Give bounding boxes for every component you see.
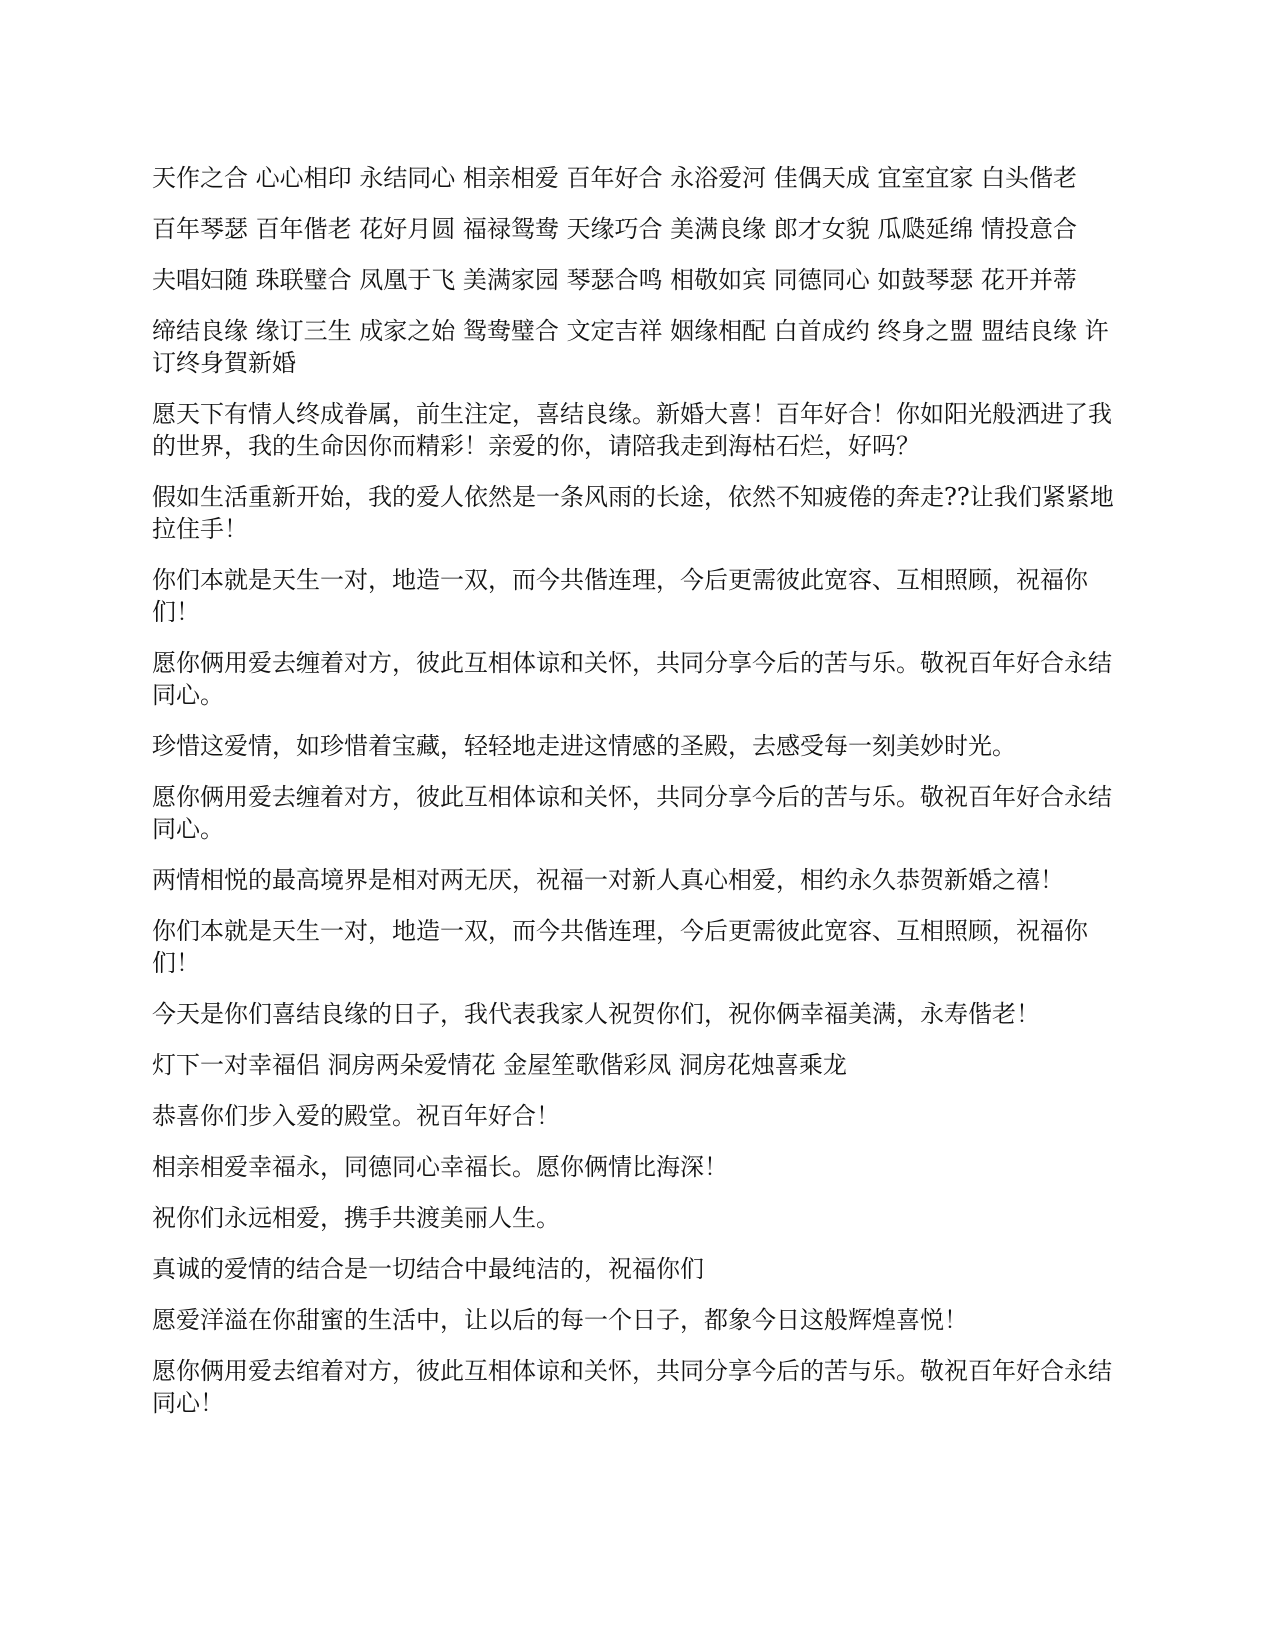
paragraph: 百年琴瑟 百年偕老 花好月圆 福禄鸳鸯 天缘巧合 美满良缘 郎才女貌 瓜瓞延绵 情投意合 [152,215,1078,243]
paragraph: 真诚的爱情的结合是一切结合中最纯洁的，祝福你们 [152,1255,704,1283]
paragraph: 夫唱妇随 珠联璧合 凤凰于飞 美满家园 琴瑟合鸣 相敬如宾 同德同心 如鼓琴瑟 花开并蒂 [152,266,1078,294]
paragraph: 你们本就是天生一对，地造一双，而今共偕连理，今后更需彼此宽容、互相照顾，祝福你们！ [152,566,1088,626]
paragraph: 今天是你们喜结良缘的日子，我代表我家人祝贺你们，祝你俩幸福美满，永寿偕老！ [152,1000,1040,1028]
paragraph: 天作之合 心心相印 永结同心 相亲相爱 百年好合 永浴爱河 佳偶天成 宜室宜家 白头偕老 [152,164,1078,192]
paragraph: 愿你俩用爱去缠着对方，彼此互相体谅和关怀，共同分享今后的苦与乐。敬祝百年好合永结同心。 [152,783,1112,843]
document-body [152,162,1128,1438]
paragraph: 你们本就是天生一对，地造一双，而今共偕连理，今后更需彼此宽容、互相照顾，祝福你们！ [152,917,1088,977]
paragraph: 愿你俩用爱去缠着对方，彼此互相体谅和关怀，共同分享今后的苦与乐。敬祝百年好合永结同心。 [152,649,1112,709]
paragraph: 缔结良缘 缘订三生 成家之始 鸳鸯璧合 文定吉祥 姻缘相配 白首成约 终身之盟 盟结良缘 许订终身賀新婚 [152,317,1109,377]
paragraph: 恭喜你们步入爱的殿堂。祝百年好合！ [152,1102,560,1130]
paragraph: 祝你们永远相爱，携手共渡美丽人生。 [152,1204,560,1232]
paragraph: 相亲相爱幸福永，同德同心幸福长。愿你俩情比海深！ [152,1153,728,1181]
paragraph: 愿你俩用爱去绾着对方，彼此互相体谅和关怀，共同分享今后的苦与乐。敬祝百年好合永结同心！ [152,1357,1112,1417]
paragraph: 愿天下有情人终成眷属，前生注定，喜结良缘。新婚大喜！百年好合！你如阳光般洒进了我的世界，我的生命因你而精彩！亲爱的你，请陪我走到海枯石烂，好吗？ [152,400,1112,460]
paragraph: 假如生活重新开始，我的爱人依然是一条风雨的长途，依然不知疲倦的奔走??让我们紧紧地拉住手！ [152,483,1114,543]
paragraph: 两情相悦的最高境界是相对两无厌，祝福一对新人真心相爱，相约永久恭贺新婚之禧！ [152,866,1064,894]
paragraph: 灯下一对幸福侣 洞房两朵爱情花 金屋笙歌偕彩凤 洞房花烛喜乘龙 [152,1051,847,1079]
paragraph: 珍惜这爱情，如珍惜着宝藏，轻轻地走进这情感的圣殿，去感受每一刻美妙时光。 [152,732,1016,760]
paragraph: 愿爱洋溢在你甜蜜的生活中，让以后的每一个日子，都象今日这般辉煌喜悦！ [152,1306,968,1334]
